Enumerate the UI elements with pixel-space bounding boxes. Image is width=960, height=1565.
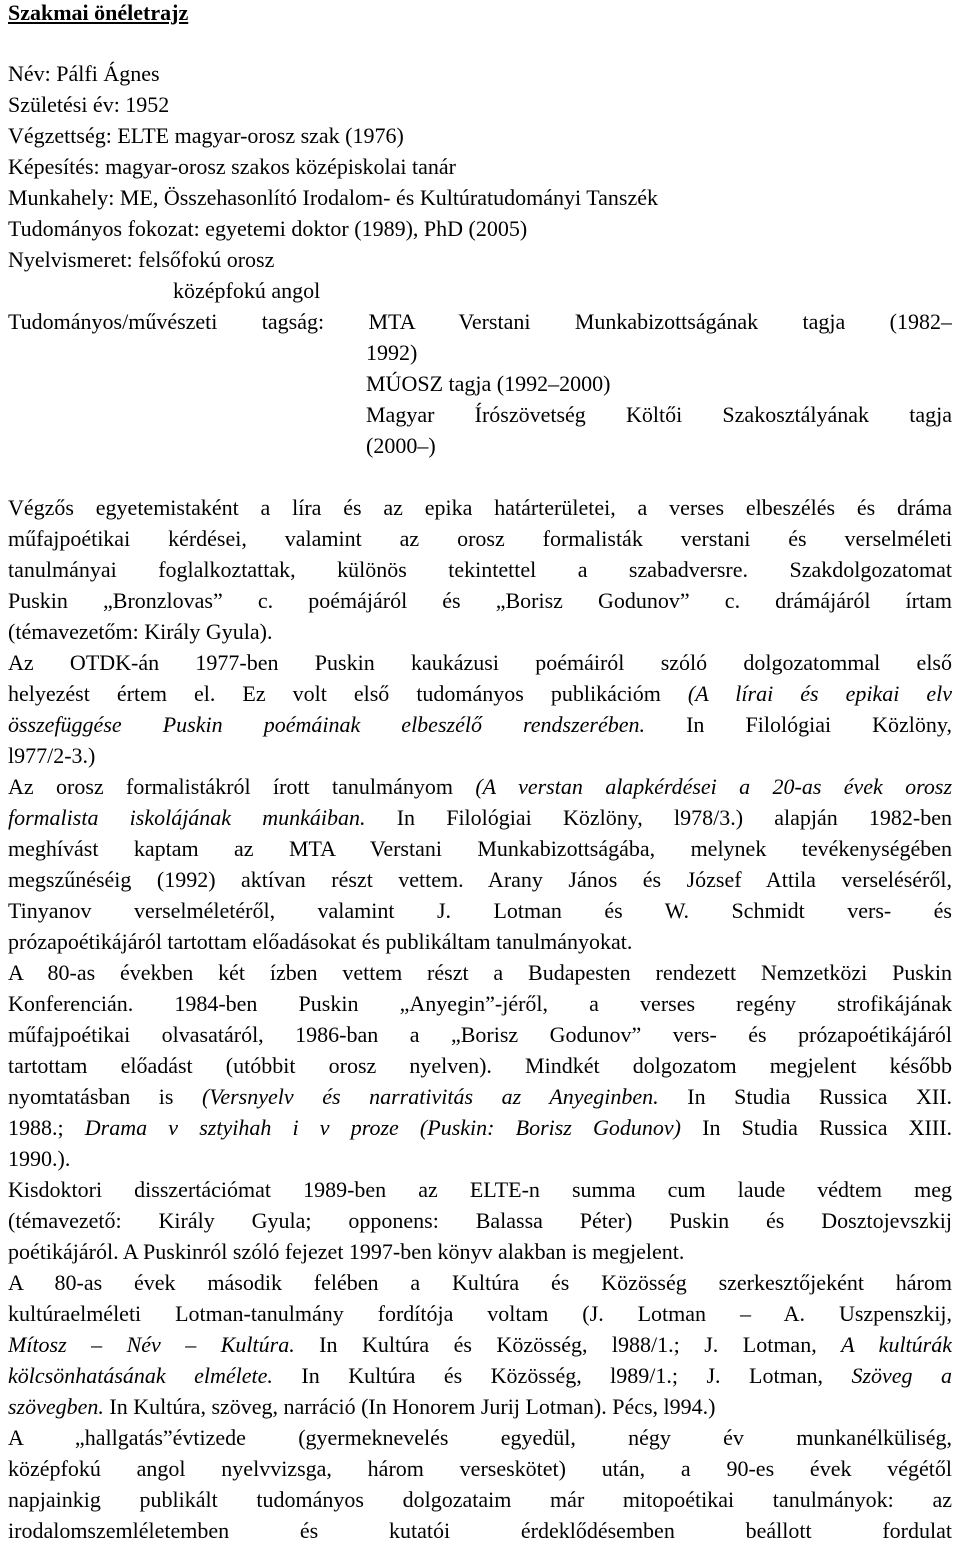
body-text-span: l977/2-3.) bbox=[8, 743, 96, 768]
body-text-span: középfokú angol nyelvvizsga, három verseskötet) után, a 90-es évek végétől bbox=[8, 1456, 952, 1481]
body-line bbox=[8, 1174, 952, 1205]
body-line bbox=[8, 1422, 952, 1453]
body-line bbox=[8, 1484, 952, 1515]
body-line bbox=[8, 864, 952, 895]
body-text-span: napjainkig publikált tudományos dolgozataim már mitopoétikai tanulmányok: az bbox=[8, 1487, 952, 1512]
body-line bbox=[8, 616, 952, 647]
body-line bbox=[8, 1360, 952, 1391]
body-text-span: meghívást kaptam az MTA Verstani Munkabizottságába, melynek tevékenységében bbox=[8, 836, 952, 861]
body-line bbox=[8, 647, 952, 678]
body-line bbox=[8, 554, 952, 585]
body-line bbox=[8, 988, 952, 1019]
body-text-span: (témavezetőm: Király Gyula). bbox=[8, 619, 273, 644]
body-text bbox=[8, 492, 952, 1546]
body-text-span: A 80-as években két ízben vettem részt a Budapesten rendezett Nemzetközi Puskin bbox=[8, 960, 952, 985]
page-title: Szakmai önéletrajz bbox=[8, 0, 189, 25]
italic-citation: Mítosz – Név – Kultúra. bbox=[8, 1332, 295, 1357]
italic-citation: (A verstan alapkérdései a 20-as évek orosz bbox=[475, 774, 952, 799]
body-text-span: In Studia Russica XII. bbox=[687, 1084, 952, 1109]
body-line bbox=[8, 1329, 952, 1360]
languages-line-2: középfokú angol bbox=[173, 278, 321, 303]
body-text-span: In Filológiai Közlöny, bbox=[686, 712, 952, 737]
body-line bbox=[8, 492, 952, 523]
spacer bbox=[8, 461, 952, 492]
membership-line-3: MÚOSZ tagja (1992–2000) bbox=[366, 371, 611, 396]
body-text-span: (témavezető: Király Gyula; opponens: Balassa Péter) Puskin és Dosztojevszkij bbox=[8, 1208, 952, 1233]
body-line bbox=[8, 926, 952, 957]
body-line bbox=[8, 1081, 952, 1112]
body-line bbox=[8, 1267, 952, 1298]
body-line bbox=[8, 802, 952, 833]
body-line bbox=[8, 833, 952, 864]
italic-citation: Drama v sztyihah i v proze (Puskin: Borisz Godunov) bbox=[84, 1115, 682, 1140]
body-text-span: Végzős egyetemistaként a líra és az epika határterületei, a verses elbeszélés és dráma bbox=[8, 495, 952, 520]
name-line: Név: Pálfi Ágnes bbox=[8, 61, 160, 86]
body-line bbox=[8, 523, 952, 554]
body-line bbox=[8, 1112, 952, 1143]
body-text-span: A 80-as évek második felében a Kultúra és Közösség szerkesztőjeként három bbox=[8, 1270, 952, 1295]
body-text-span: nyomtatásban is bbox=[8, 1084, 174, 1109]
body-text-span: In Kultúra és Közösség, l989/1.; J. Lotman, bbox=[301, 1363, 823, 1388]
birth-line: Születési év: 1952 bbox=[8, 92, 170, 117]
body-line bbox=[8, 740, 952, 771]
body-text-span: In Filológiai Közlöny, l978/3.) alapján 1982-ben bbox=[396, 805, 952, 830]
qualification-line: Képesítés: magyar-orosz szakos középiskolai tanár bbox=[8, 154, 456, 179]
body-line bbox=[8, 1453, 952, 1484]
body-line bbox=[8, 1236, 952, 1267]
body-text-span: In Kultúra és Közösség, l988/1.; J. Lotman, bbox=[319, 1332, 817, 1357]
body-text-span: 1990.). bbox=[8, 1146, 71, 1171]
body-line bbox=[8, 1050, 952, 1081]
body-text-span: In Studia Russica XIII. bbox=[702, 1115, 952, 1140]
membership-line: Tudományos/művészeti tagság: MTA Verstani Munkabizottságának tagja (1982– bbox=[8, 309, 952, 334]
degree-line: Tudományos fokozat: egyetemi doktor (1989), PhD (2005) bbox=[8, 216, 528, 241]
italic-citation: (A lírai és epikai elv bbox=[687, 681, 952, 706]
body-text-span: helyezést értem el. Ez volt első tudományos publikációm bbox=[8, 681, 661, 706]
body-text-span: műfajpoétikai olvasatáról, 1986-ban a „Borisz Godunov” vers- és prózapoétikájáról bbox=[8, 1022, 952, 1047]
italic-citation: (Versnyelv és narrativitás az Anyeginben. bbox=[202, 1084, 659, 1109]
education-line: Végzettség: ELTE magyar-orosz szak (1976) bbox=[8, 123, 404, 148]
body-line bbox=[8, 1143, 952, 1174]
body-line bbox=[8, 585, 952, 616]
body-text-span: 1988.; bbox=[8, 1115, 64, 1140]
italic-citation: szövegben. bbox=[8, 1394, 104, 1419]
body-line bbox=[8, 678, 952, 709]
workplace-line: Munkahely: ME, Összehasonlító Irodalom- és Kultúratudományi Tanszék bbox=[8, 185, 658, 210]
body-line bbox=[8, 895, 952, 926]
body-line bbox=[8, 957, 952, 988]
body-text-span: Konferencián. 1984-ben Puskin „Anyegin”-jéről, a verses regény strofikájának bbox=[8, 991, 952, 1016]
body-text-span: Puskin „Bronzlovas” c. poémájáról és „Borisz Godunov” c. drámájáról írtam bbox=[8, 588, 952, 613]
italic-citation: összefüggése Puskin poémáinak elbeszélő rendszerében. bbox=[8, 712, 646, 737]
body-text-span: műfajpoétikai kérdései, valamint az orosz formalisták verstani és verselméleti bbox=[8, 526, 952, 551]
body-text-span: tanulmányai foglalkoztattak, különös tekintettel a szabadversre. Szakdolgozatomat bbox=[8, 557, 952, 582]
membership-line-4: Magyar Írószövetség Költői Szakosztályának tagja bbox=[366, 402, 952, 427]
italic-citation: A kultúrák bbox=[841, 1332, 952, 1357]
italic-citation: kölcsönhatásának elmélete. bbox=[8, 1363, 273, 1388]
body-line bbox=[8, 771, 952, 802]
body-text-span: poétikájáról. A Puskinról szóló fejezet 1997-ben könyv alakban is megjelent. bbox=[8, 1239, 685, 1264]
body-line bbox=[8, 709, 952, 740]
body-line bbox=[8, 1298, 952, 1329]
body-text-span: kultúraelméleti Lotman-tanulmány fordítója voltam (J. Lotman – A. Uszpenszkij, bbox=[8, 1301, 952, 1326]
body-text-span: Kisdoktori disszertációmat 1989-ben az ELTE-n summa cum laude védtem meg bbox=[8, 1177, 952, 1202]
body-text-span: Tinyanov verselméletéről, valamint J. Lotman és W. Schmidt vers- és bbox=[8, 898, 952, 923]
body-text-span: A „hallgatás”évtizede (gyermeknevelés egyedül, négy év munkanélküliség, bbox=[8, 1425, 952, 1450]
body-text-span: prózapoétikájáról tartottam előadásokat és publikáltam tanulmányokat. bbox=[8, 929, 633, 954]
body-text-span: In Kultúra, szöveg, narráció (In Honorem Jurij Lotman). Pécs, l994.) bbox=[109, 1394, 716, 1419]
italic-citation: Szöveg a bbox=[851, 1363, 952, 1388]
personal-info bbox=[8, 58, 952, 461]
membership-line-5: (2000–) bbox=[366, 433, 436, 458]
languages-line: Nyelvismeret: felsőfokú orosz bbox=[8, 247, 275, 272]
body-text-span: Az orosz formalistákról írott tanulmányom bbox=[8, 774, 453, 799]
body-line bbox=[8, 1391, 952, 1422]
italic-citation: formalista iskolájának munkáiban. bbox=[8, 805, 366, 830]
body-line bbox=[8, 1515, 952, 1546]
body-text-span: tartottam előadást (utóbbit orosz nyelven). Mindkét dolgozatom megjelent később bbox=[8, 1053, 952, 1078]
membership-line-2: 1992) bbox=[366, 340, 418, 365]
body-text-span: Az OTDK-án 1977-ben Puskin kaukázusi poémáiról szóló dolgozatommal első bbox=[8, 650, 952, 675]
body-line bbox=[8, 1205, 952, 1236]
body-text-span: megszűnéséig (1992) aktívan részt vettem. Arany János és József Attila verseléséről, bbox=[8, 867, 952, 892]
body-text-span: irodalomszemléletemben és kutatói érdeklődésemben beállott fordulat bbox=[8, 1518, 952, 1543]
body-line bbox=[8, 1019, 952, 1050]
